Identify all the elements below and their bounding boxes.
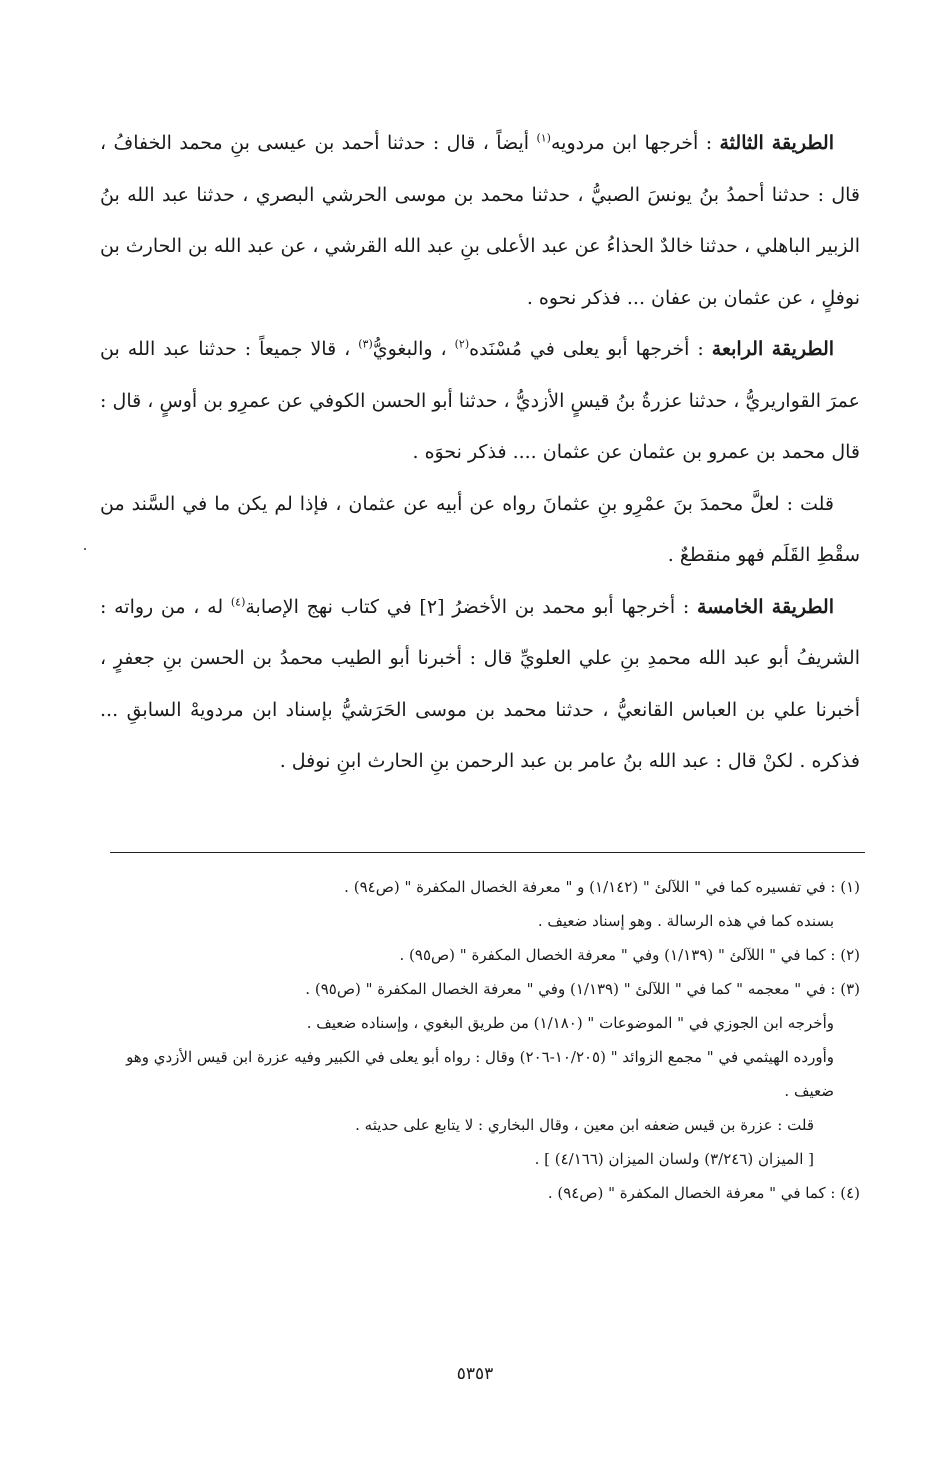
footnote-ref-2: (٢) <box>454 337 470 351</box>
paragraph-fourth-method <box>100 324 860 479</box>
footnote-1-note: بسنده كما في هذه الرسالة . وهو إسناد ضعيف . <box>537 912 834 930</box>
footnote-ref-4: (٤) <box>230 595 246 609</box>
paragraph-note: قلت : لعلَّ محمدَ بنَ عمْرِو بنِ عثمانَ رواه عن أبيه عن عثمان ، فإذا لم يكن ما في السَّند من سقْطِ القَلَم فهو منقطعٌ . <box>100 492 860 566</box>
footnote-divider <box>110 852 865 853</box>
footnote-ref-1: (١) <box>536 131 551 145</box>
footnotes <box>100 870 860 1210</box>
paragraph-third-method <box>100 118 860 324</box>
paragraph-text: : أخرجها ابن مردويه <box>550 132 720 154</box>
section-heading-fifth: الطريقة الخامسة <box>697 595 834 618</box>
paragraph-text: : أخرجها أبو يعلى في مُسْنَده <box>469 338 712 360</box>
main-text <box>100 118 860 788</box>
print-speck <box>84 548 86 550</box>
paragraph-text: ، والبغويُّ <box>372 338 455 360</box>
footnote-3: (٣) : في " معجمه " كما في " اللآلئ " (١/١٣٩) وفي " معرفة الخصال المكفرة " (ص٩٥) . <box>305 980 860 998</box>
footnote-3-note-2: وأورده الهيثمي في " مجمع الزوائد " (١٠/٢٠٥-٢٠٦) وقال : رواه أبو يعلى في الكبير وفيه عزرة ابن قيس الأزدي وهو ضعيف . <box>126 1048 834 1100</box>
paragraph-text: أيضاً ، قال : حدثنا أحمد بن عيسى بنِ محمد الخفافُ ، قال : حدثنا أحمدُ بنُ يونسَ الصبيُّ ، حدثنا محمد بن موسى الحرشي البصري ، حدثنا عبد الله بنُ الزبير الباهلي ، حدثنا خالدٌ الحذاءُ عن عبد الأعلى بنِ عبد الله القرشي ، عن عبد الله بن الحارث بن نوفلٍ ، عن عثمان بن عفان ... فذكر نحوه . <box>100 132 861 309</box>
footnote-2: (٢) : كما في " اللآلئ " (١/١٣٩) وفي " معرفة الخصال المكفرة " (ص٩٥) . <box>399 946 860 964</box>
paragraph-text: : أخرجها أبو محمد بن الأخضرُ [٢] في كتاب نهج الإصابة <box>245 595 698 618</box>
paragraph-text: ، قالا جميعاً : حدثنا عبد الله بن عمرَ القواريريُّ ، حدثنا عزرةُ بنُ قيسٍ الأزديُّ ، حدثنا أبو الحسن الكوفي عن عمرِو بن أوسٍ ، قال : قال محمد بن عمرو بن عثمان عن عثمان .... فذكر نحوَه . <box>100 338 860 463</box>
footnote-1: (١) : في تفسيره كما في " اللآلئ " (١/١٤٢) و " معرفة الخصال المكفرة " (ص٩٤) . <box>344 878 860 896</box>
footnote-ref-3: (٣) <box>358 337 373 351</box>
section-heading-third: الطريقة الثالثة <box>719 132 834 154</box>
page-number: ٥٣٥٣ <box>456 1364 494 1384</box>
footnote-3-note-1: وأخرجه ابن الجوزي في " الموضوعات " (١/١٨٠) من طريق البغوي ، وإسناده ضعيف . <box>306 1014 834 1032</box>
section-heading-fourth: الطريقة الرابعة <box>711 338 835 360</box>
footnote-3-note-4: [ الميزان (٣/٢٤٦) ولسان الميزان (٤/١٦٦) ] . <box>534 1150 814 1168</box>
footnote-4: (٤) : كما في " معرفة الخصال المكفرة " (ص٩٤) . <box>547 1184 860 1202</box>
footnote-3-note-3: قلت : عزرة بن قيس ضعفه ابن معين ، وقال البخاري : لا يتابع على حديثه . <box>355 1116 814 1134</box>
paragraph-text: له ، من رواته : الشريفُ أبو عبد الله محمدِ بنِ علي العلويِّ قال : أخبرنا أبو الطيب محمدُ بن الحسن بنِ جعفرٍ ، أخبرنا علي بن العباس القانعيُّ ، حدثنا محمد بن موسى الحَرَشيُّ بإسناد ابن مردويهْ السابقِ ... فذكره . لكنْ قال : عبد الله بنُ عامر بن عبد الرحمن بنِ الحارث ابنِ نوفل . <box>100 595 860 772</box>
paragraph-fifth-method <box>100 582 860 788</box>
